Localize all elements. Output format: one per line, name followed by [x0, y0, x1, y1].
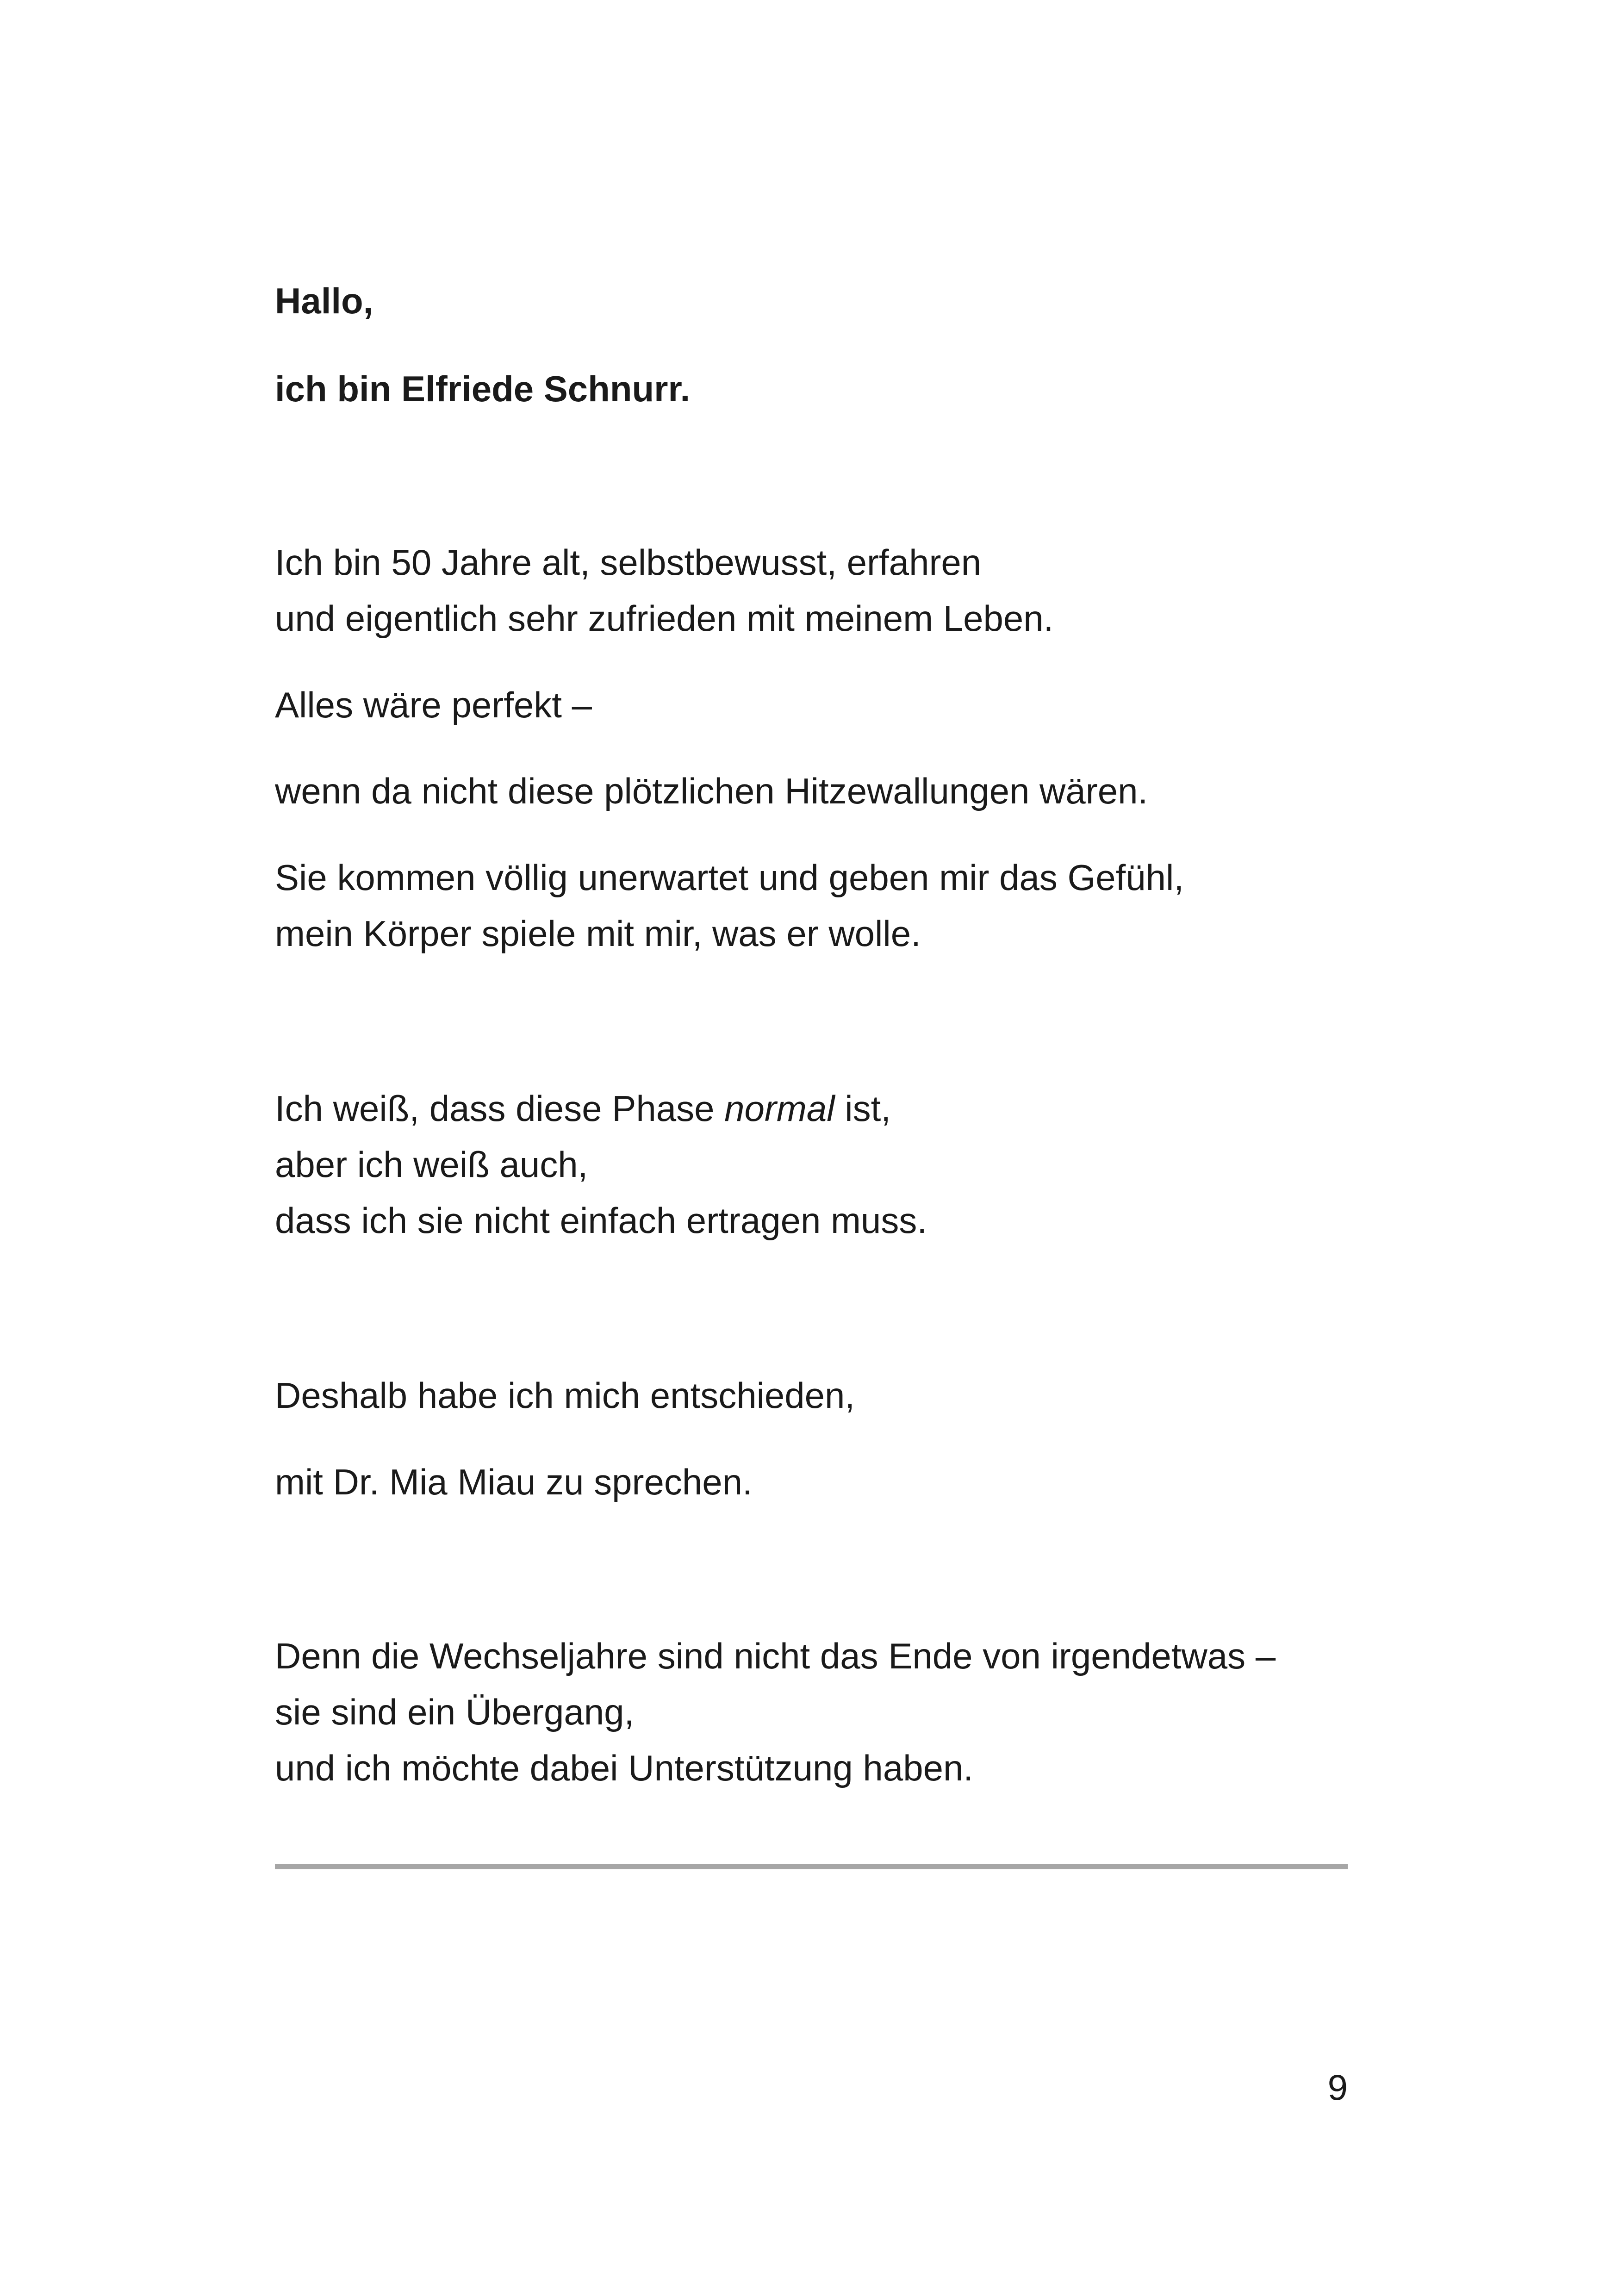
paragraph-feeling-line-2: mein Körper spiele mit mir, was er wolle. — [275, 913, 921, 954]
paragraph-feeling-line-1: Sie kommen völlig unerwartet und geben mir das Gefühl, — [275, 857, 1184, 898]
greeting-introduction: ich bin Elfriede Schnurr. — [275, 368, 691, 409]
paragraph-transition-line-3: und ich möchte dabei Unterstützung haben. — [275, 1748, 974, 1788]
paragraph-perfect: Alles wäre perfekt – — [275, 684, 592, 725]
page-number: 9 — [1327, 2067, 1348, 2108]
horizontal-divider — [275, 1864, 1348, 1869]
normal-emphasis: normal — [724, 1088, 835, 1129]
paragraph-feeling — [275, 850, 1184, 962]
paragraph-age — [275, 535, 1053, 647]
paragraph-transition-line-1: Denn die Wechseljahre sind nicht das Ende von irgendetwas – — [275, 1636, 1276, 1676]
paragraph-normal-phase — [275, 1081, 927, 1249]
paragraph-age-line-1: Ich bin 50 Jahre alt, selbstbewusst, erfahren — [275, 542, 982, 583]
paragraph-normal-phase-line-3: dass ich sie nicht einfach ertragen muss. — [275, 1200, 927, 1241]
normal-phase-text-before: Ich weiß, dass diese Phase — [275, 1088, 725, 1129]
paragraph-decision: Deshalb habe ich mich entschieden, — [275, 1375, 855, 1416]
paragraph-normal-phase-line-2: aber ich weiß auch, — [275, 1144, 588, 1185]
paragraph-transition-line-2: sie sind ein Übergang, — [275, 1692, 635, 1732]
normal-phase-text-after: ist, — [834, 1088, 891, 1129]
paragraph-doctor: mit Dr. Mia Miau zu sprechen. — [275, 1462, 753, 1502]
paragraph-normal-phase-line-1 — [275, 1081, 927, 1137]
paragraph-hot-flashes: wenn da nicht diese plötzlichen Hitzewallungen wären. — [275, 771, 1148, 811]
paragraph-age-line-2: und eigentlich sehr zufrieden mit meinem Leben. — [275, 598, 1054, 639]
paragraph-transition — [275, 1628, 1276, 1796]
greeting-hello: Hallo, — [275, 280, 373, 321]
